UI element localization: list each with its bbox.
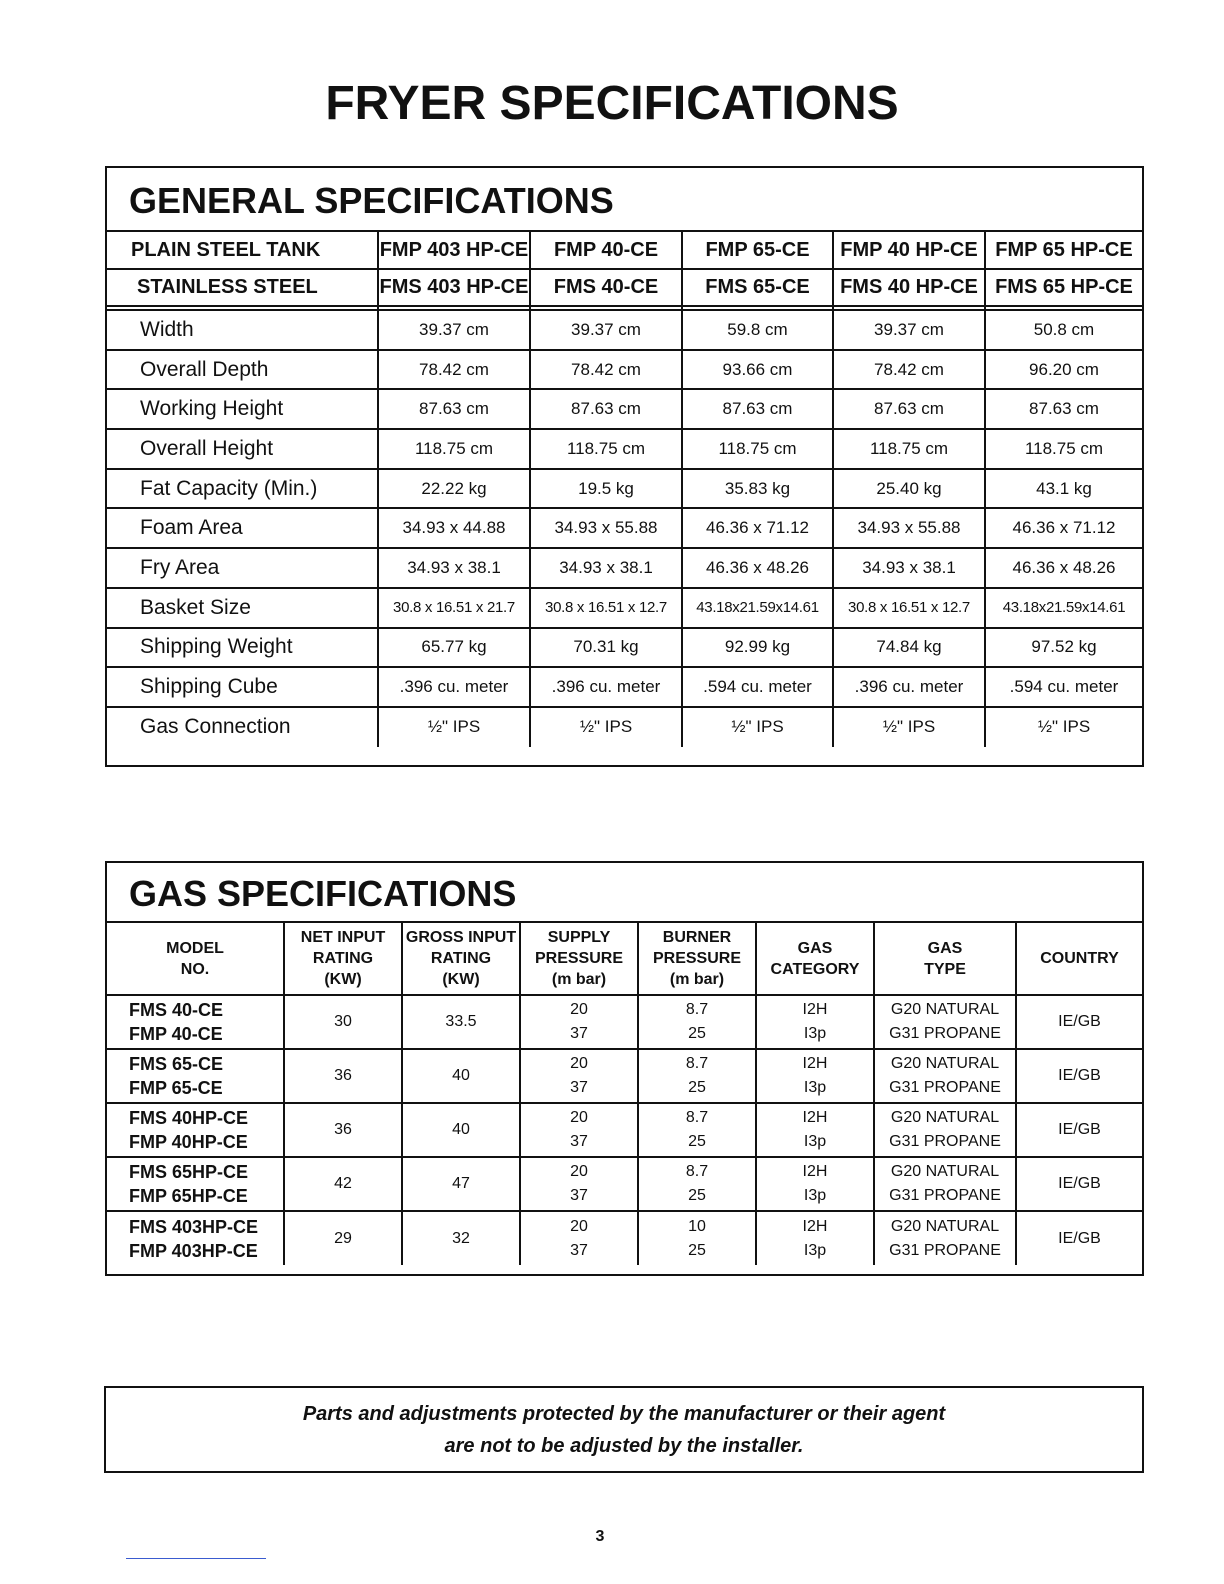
- spec-value: 34.93 x 38.1: [378, 548, 530, 588]
- gas-cell: [874, 995, 1016, 1049]
- gas-cell: 36: [284, 1049, 402, 1103]
- gas-cell-line: 20: [570, 1109, 588, 1126]
- header-line: (m bar): [669, 971, 725, 988]
- model-cell: FMS 40-CE: [530, 269, 682, 306]
- spec-value: 39.37 cm: [833, 310, 985, 350]
- gas-specifications-title: GAS SPECIFICATIONS: [107, 863, 1142, 923]
- spec-label: Shipping Cube: [107, 667, 378, 707]
- spec-value: 34.93 x 55.88: [833, 508, 985, 548]
- spec-value: 87.63 cm: [985, 389, 1142, 429]
- header-line: (KW): [442, 971, 480, 988]
- gas-cell: [638, 1103, 756, 1157]
- spec-value: 34.93 x 44.88: [378, 508, 530, 548]
- model-cell: FMS 40 HP-CE: [833, 269, 985, 306]
- gas-cell-line: G31 PROPANE: [889, 1187, 1001, 1204]
- spec-label: Overall Depth: [107, 350, 378, 390]
- model-cell: FMS 65-CE: [682, 269, 833, 306]
- gas-cell-line: 25: [688, 1133, 706, 1150]
- gas-cell-line: 20: [570, 1217, 588, 1235]
- gas-cell: 42: [284, 1157, 402, 1211]
- gas-cell: [756, 1103, 874, 1157]
- gas-header-cell: [107, 923, 284, 995]
- stainless-steel-label: STAINLESS STEEL: [107, 269, 378, 306]
- gas-cell: [520, 1103, 638, 1157]
- spec-value: 39.37 cm: [378, 310, 530, 350]
- page-number: 3: [595, 1528, 605, 1545]
- notice-line-1: Parts and adjustments protected by the manufacturer or their agent: [302, 1403, 946, 1425]
- gas-row: [107, 1049, 1142, 1103]
- model-cell: FMP 65-CE: [682, 232, 833, 269]
- gas-cell: 33.5: [402, 995, 520, 1049]
- gas-cell: [520, 995, 638, 1049]
- gas-cell: 30: [284, 995, 402, 1049]
- plain-steel-label: PLAIN STEEL TANK: [107, 232, 378, 269]
- gas-cell-line: I2H: [802, 1055, 828, 1072]
- spec-value: 34.93 x 38.1: [833, 548, 985, 588]
- gas-cell-line: G20 NATURAL: [890, 1001, 1000, 1018]
- spec-value: 43.18x21.59x14.61: [682, 588, 833, 628]
- gas-cell: [107, 1103, 284, 1157]
- scan-artifact-line: [126, 1558, 266, 1559]
- gas-cell: 36: [284, 1103, 402, 1157]
- header-line: (m bar): [551, 971, 607, 988]
- spec-value: 87.63 cm: [378, 389, 530, 429]
- gas-cell-line: FMS 40HP-CE: [129, 1108, 249, 1128]
- gas-cell-line: I2H: [802, 1109, 828, 1126]
- header-line: PRESSURE: [534, 950, 624, 967]
- gas-cell-line: 20: [570, 1055, 588, 1072]
- gas-cell-line: 8.7: [685, 1055, 709, 1072]
- gas-specifications-panel: [105, 861, 1144, 1276]
- spec-value: ½" IPS: [833, 707, 985, 747]
- spec-value: 50.8 cm: [985, 310, 1142, 350]
- spec-value: .396 cu. meter: [378, 667, 530, 707]
- gas-cell: [107, 995, 284, 1049]
- spec-row: [107, 389, 1142, 429]
- spec-row: [107, 350, 1142, 390]
- notice-line-2: are not to be adjusted by the installer.: [444, 1435, 804, 1457]
- header-line: NET INPUT: [300, 929, 386, 946]
- header-line: BURNER: [662, 929, 732, 946]
- gas-cell-line: 25: [688, 1025, 706, 1042]
- spec-value: 78.42 cm: [833, 350, 985, 390]
- header-line: GAS: [927, 939, 963, 957]
- gas-cell-line: G31 PROPANE: [889, 1241, 1001, 1259]
- spec-value: 30.8 x 16.51 x 12.7: [530, 588, 682, 628]
- gas-cell-line: FMP 40-CE: [129, 1024, 223, 1044]
- spec-label: Fat Capacity (Min.): [107, 469, 378, 509]
- spec-row: [107, 469, 1142, 509]
- spec-value: 43.1 kg: [985, 469, 1142, 509]
- gas-cell: [638, 1157, 756, 1211]
- spec-value: 118.75 cm: [833, 429, 985, 469]
- gas-cell-line: I3p: [803, 1079, 827, 1096]
- gas-cell-line: 8.7: [685, 1163, 709, 1180]
- spec-value: 93.66 cm: [682, 350, 833, 390]
- spec-value: ½" IPS: [530, 707, 682, 747]
- spec-value: 34.93 x 38.1: [530, 548, 682, 588]
- gas-cell-line: 8.7: [685, 1109, 709, 1126]
- spec-value: ½" IPS: [985, 707, 1142, 747]
- spec-label: Width: [107, 310, 378, 350]
- gas-cell: 40: [402, 1049, 520, 1103]
- gas-cell-line: 37: [570, 1187, 588, 1204]
- spec-value: .396 cu. meter: [530, 667, 682, 707]
- header-line: GROSS INPUT: [405, 929, 517, 946]
- spec-row: [107, 429, 1142, 469]
- gas-cell: [756, 995, 874, 1049]
- gas-cell-line: FMS 65HP-CE: [129, 1162, 249, 1182]
- spec-value: 22.22 kg: [378, 469, 530, 509]
- gas-cell-line: G20 NATURAL: [890, 1109, 1000, 1126]
- spec-value: 39.37 cm: [530, 310, 682, 350]
- gas-row: [107, 1211, 1142, 1265]
- spec-value: 118.75 cm: [682, 429, 833, 469]
- spec-value: 96.20 cm: [985, 350, 1142, 390]
- gas-cell-line: G20 NATURAL: [890, 1217, 1000, 1235]
- gas-cell: IE/GB: [1016, 1157, 1142, 1211]
- gas-cell: [756, 1157, 874, 1211]
- gas-cell: IE/GB: [1016, 995, 1142, 1049]
- spec-row: [107, 310, 1142, 350]
- gas-header-cell: [1016, 923, 1142, 995]
- gas-cell-line: 10: [688, 1217, 706, 1235]
- gas-cell-line: 25: [688, 1241, 706, 1259]
- gas-cell-line: 25: [688, 1187, 706, 1204]
- gas-cell: [107, 1211, 284, 1265]
- header-line: (KW): [324, 971, 362, 988]
- gas-cell-line: 37: [570, 1079, 588, 1096]
- gas-cell: [638, 1211, 756, 1265]
- spec-label: Fry Area: [107, 548, 378, 588]
- gas-cell: [874, 1049, 1016, 1103]
- gas-cell-line: I3p: [803, 1133, 827, 1150]
- gas-header-cell: [874, 923, 1016, 995]
- gas-cell-line: G31 PROPANE: [889, 1025, 1001, 1042]
- gas-cell: [874, 1211, 1016, 1265]
- spec-label: Basket Size: [107, 588, 378, 628]
- gas-cell-line: FMS 40-CE: [129, 1000, 224, 1020]
- page-title: FRYER SPECIFICATIONS: [325, 77, 899, 130]
- spec-value: ½" IPS: [682, 707, 833, 747]
- gas-cell: [520, 1049, 638, 1103]
- spec-label: Gas Connection: [107, 707, 378, 747]
- spec-value: 97.52 kg: [985, 628, 1142, 668]
- gas-header-cell: [402, 923, 520, 995]
- header-line: RATING: [312, 950, 374, 967]
- spec-value: 87.63 cm: [682, 389, 833, 429]
- gas-cell-line: 37: [570, 1133, 588, 1150]
- gas-cell-line: 37: [570, 1025, 588, 1042]
- spec-row: [107, 548, 1142, 588]
- spec-value: 74.84 kg: [833, 628, 985, 668]
- spec-value: .594 cu. meter: [682, 667, 833, 707]
- gas-cell: 29: [284, 1211, 402, 1265]
- spec-value: 87.63 cm: [530, 389, 682, 429]
- spec-value: .594 cu. meter: [985, 667, 1142, 707]
- spec-value: 46.36 x 71.12: [985, 508, 1142, 548]
- header-line: RATING: [430, 950, 492, 967]
- gas-header-row: [107, 923, 1142, 995]
- gas-cell-line: FMP 403HP-CE: [129, 1240, 258, 1261]
- gas-cell-line: FMS 403HP-CE: [129, 1216, 259, 1237]
- gas-header-cell: [284, 923, 402, 995]
- gas-specifications-table: [107, 923, 1142, 1265]
- gas-cell-line: FMP 65-CE: [129, 1078, 223, 1098]
- spec-row: [107, 508, 1142, 548]
- gas-cell: 47: [402, 1157, 520, 1211]
- gas-cell-line: I3p: [803, 1025, 827, 1042]
- spec-value: 25.40 kg: [833, 469, 985, 509]
- gas-cell-line: I2H: [802, 1217, 828, 1235]
- spec-label: Working Height: [107, 389, 378, 429]
- spec-label: Foam Area: [107, 508, 378, 548]
- spec-value: 46.36 x 48.26: [985, 548, 1142, 588]
- spec-value: 46.36 x 48.26: [682, 548, 833, 588]
- spec-value: 118.75 cm: [985, 429, 1142, 469]
- spec-value: 46.36 x 71.12: [682, 508, 833, 548]
- stainless-steel-row: [107, 269, 1142, 306]
- gas-cell: [874, 1103, 1016, 1157]
- gas-cell: [520, 1211, 638, 1265]
- general-specifications-table: [107, 232, 1142, 747]
- gas-cell-line: I3p: [803, 1187, 827, 1204]
- gas-row: [107, 1103, 1142, 1157]
- header-line: SUPPLY: [547, 929, 611, 946]
- general-specifications-title: GENERAL SPECIFICATIONS: [107, 168, 1142, 232]
- gas-cell-line: I3p: [803, 1241, 827, 1259]
- gas-cell-line: 20: [570, 1163, 588, 1180]
- gas-cell-line: 37: [570, 1241, 588, 1259]
- spec-value: 30.8 x 16.51 x 21.7: [378, 588, 530, 628]
- gas-header-cell: [638, 923, 756, 995]
- spec-row: [107, 707, 1142, 747]
- gas-cell-line: FMS 65-CE: [129, 1054, 224, 1074]
- installer-notice: [104, 1386, 1144, 1473]
- gas-cell-line: FMP 65HP-CE: [129, 1186, 248, 1206]
- spec-value: 87.63 cm: [833, 389, 985, 429]
- gas-cell: 32: [402, 1211, 520, 1265]
- spec-value: 30.8 x 16.51 x 12.7: [833, 588, 985, 628]
- gas-cell: [107, 1049, 284, 1103]
- spec-value: 118.75 cm: [378, 429, 530, 469]
- gas-cell-line: G31 PROPANE: [889, 1079, 1001, 1096]
- gas-cell-line: G20 NATURAL: [890, 1163, 1000, 1180]
- gas-cell-line: I2H: [802, 1001, 828, 1018]
- spec-value: 43.18x21.59x14.61: [985, 588, 1142, 628]
- spec-value: .396 cu. meter: [833, 667, 985, 707]
- plain-steel-row: [107, 232, 1142, 269]
- spec-value: 78.42 cm: [530, 350, 682, 390]
- gas-cell: IE/GB: [1016, 1211, 1142, 1265]
- spec-value: 19.5 kg: [530, 469, 682, 509]
- header-line: CATEGORY: [770, 960, 860, 978]
- general-specifications-panel: [105, 166, 1144, 767]
- gas-cell-line: FMP 40HP-CE: [129, 1132, 248, 1152]
- spec-label: Shipping Weight: [107, 628, 378, 668]
- spec-value: 92.99 kg: [682, 628, 833, 668]
- header-line: TYPE: [924, 960, 966, 978]
- header-line: COUNTRY: [1040, 950, 1119, 967]
- model-cell: FMS 65 HP-CE: [985, 269, 1142, 306]
- gas-cell-line: 25: [688, 1079, 706, 1096]
- model-cell: FMS 403 HP-CE: [378, 269, 530, 306]
- gas-cell: [520, 1157, 638, 1211]
- spec-label: Overall Height: [107, 429, 378, 469]
- spec-row: [107, 667, 1142, 707]
- header-line: NO.: [180, 960, 210, 978]
- gas-cell-line: 8.7: [685, 1001, 709, 1018]
- spec-value: 65.77 kg: [378, 628, 530, 668]
- model-cell: FMP 65 HP-CE: [985, 232, 1142, 269]
- spec-value: 78.42 cm: [378, 350, 530, 390]
- spec-value: 70.31 kg: [530, 628, 682, 668]
- spec-row: [107, 588, 1142, 628]
- gas-cell: IE/GB: [1016, 1103, 1142, 1157]
- spec-value: ½" IPS: [378, 707, 530, 747]
- gas-cell-line: 20: [570, 1001, 588, 1018]
- spec-row: [107, 628, 1142, 668]
- header-line: MODEL: [166, 939, 224, 957]
- spec-value: 118.75 cm: [530, 429, 682, 469]
- model-cell: FMP 40 HP-CE: [833, 232, 985, 269]
- gas-cell: [874, 1157, 1016, 1211]
- gas-row: [107, 1157, 1142, 1211]
- gas-cell: [107, 1157, 284, 1211]
- gas-cell-line: G20 NATURAL: [890, 1055, 1000, 1072]
- model-cell: FMP 40-CE: [530, 232, 682, 269]
- gas-cell-line: G31 PROPANE: [889, 1133, 1001, 1150]
- gas-cell-line: I2H: [802, 1163, 828, 1180]
- gas-cell: [756, 1211, 874, 1265]
- gas-cell: 40: [402, 1103, 520, 1157]
- model-cell: FMP 403 HP-CE: [378, 232, 530, 269]
- gas-cell: [756, 1049, 874, 1103]
- spec-value: 34.93 x 55.88: [530, 508, 682, 548]
- spec-value: 35.83 kg: [682, 469, 833, 509]
- spec-value: 59.8 cm: [682, 310, 833, 350]
- header-line: GAS: [797, 939, 833, 957]
- header-line: PRESSURE: [652, 950, 742, 967]
- gas-header-cell: [756, 923, 874, 995]
- gas-header-cell: [520, 923, 638, 995]
- gas-cell: [638, 995, 756, 1049]
- gas-cell: IE/GB: [1016, 1049, 1142, 1103]
- gas-cell: [638, 1049, 756, 1103]
- gas-row: [107, 995, 1142, 1049]
